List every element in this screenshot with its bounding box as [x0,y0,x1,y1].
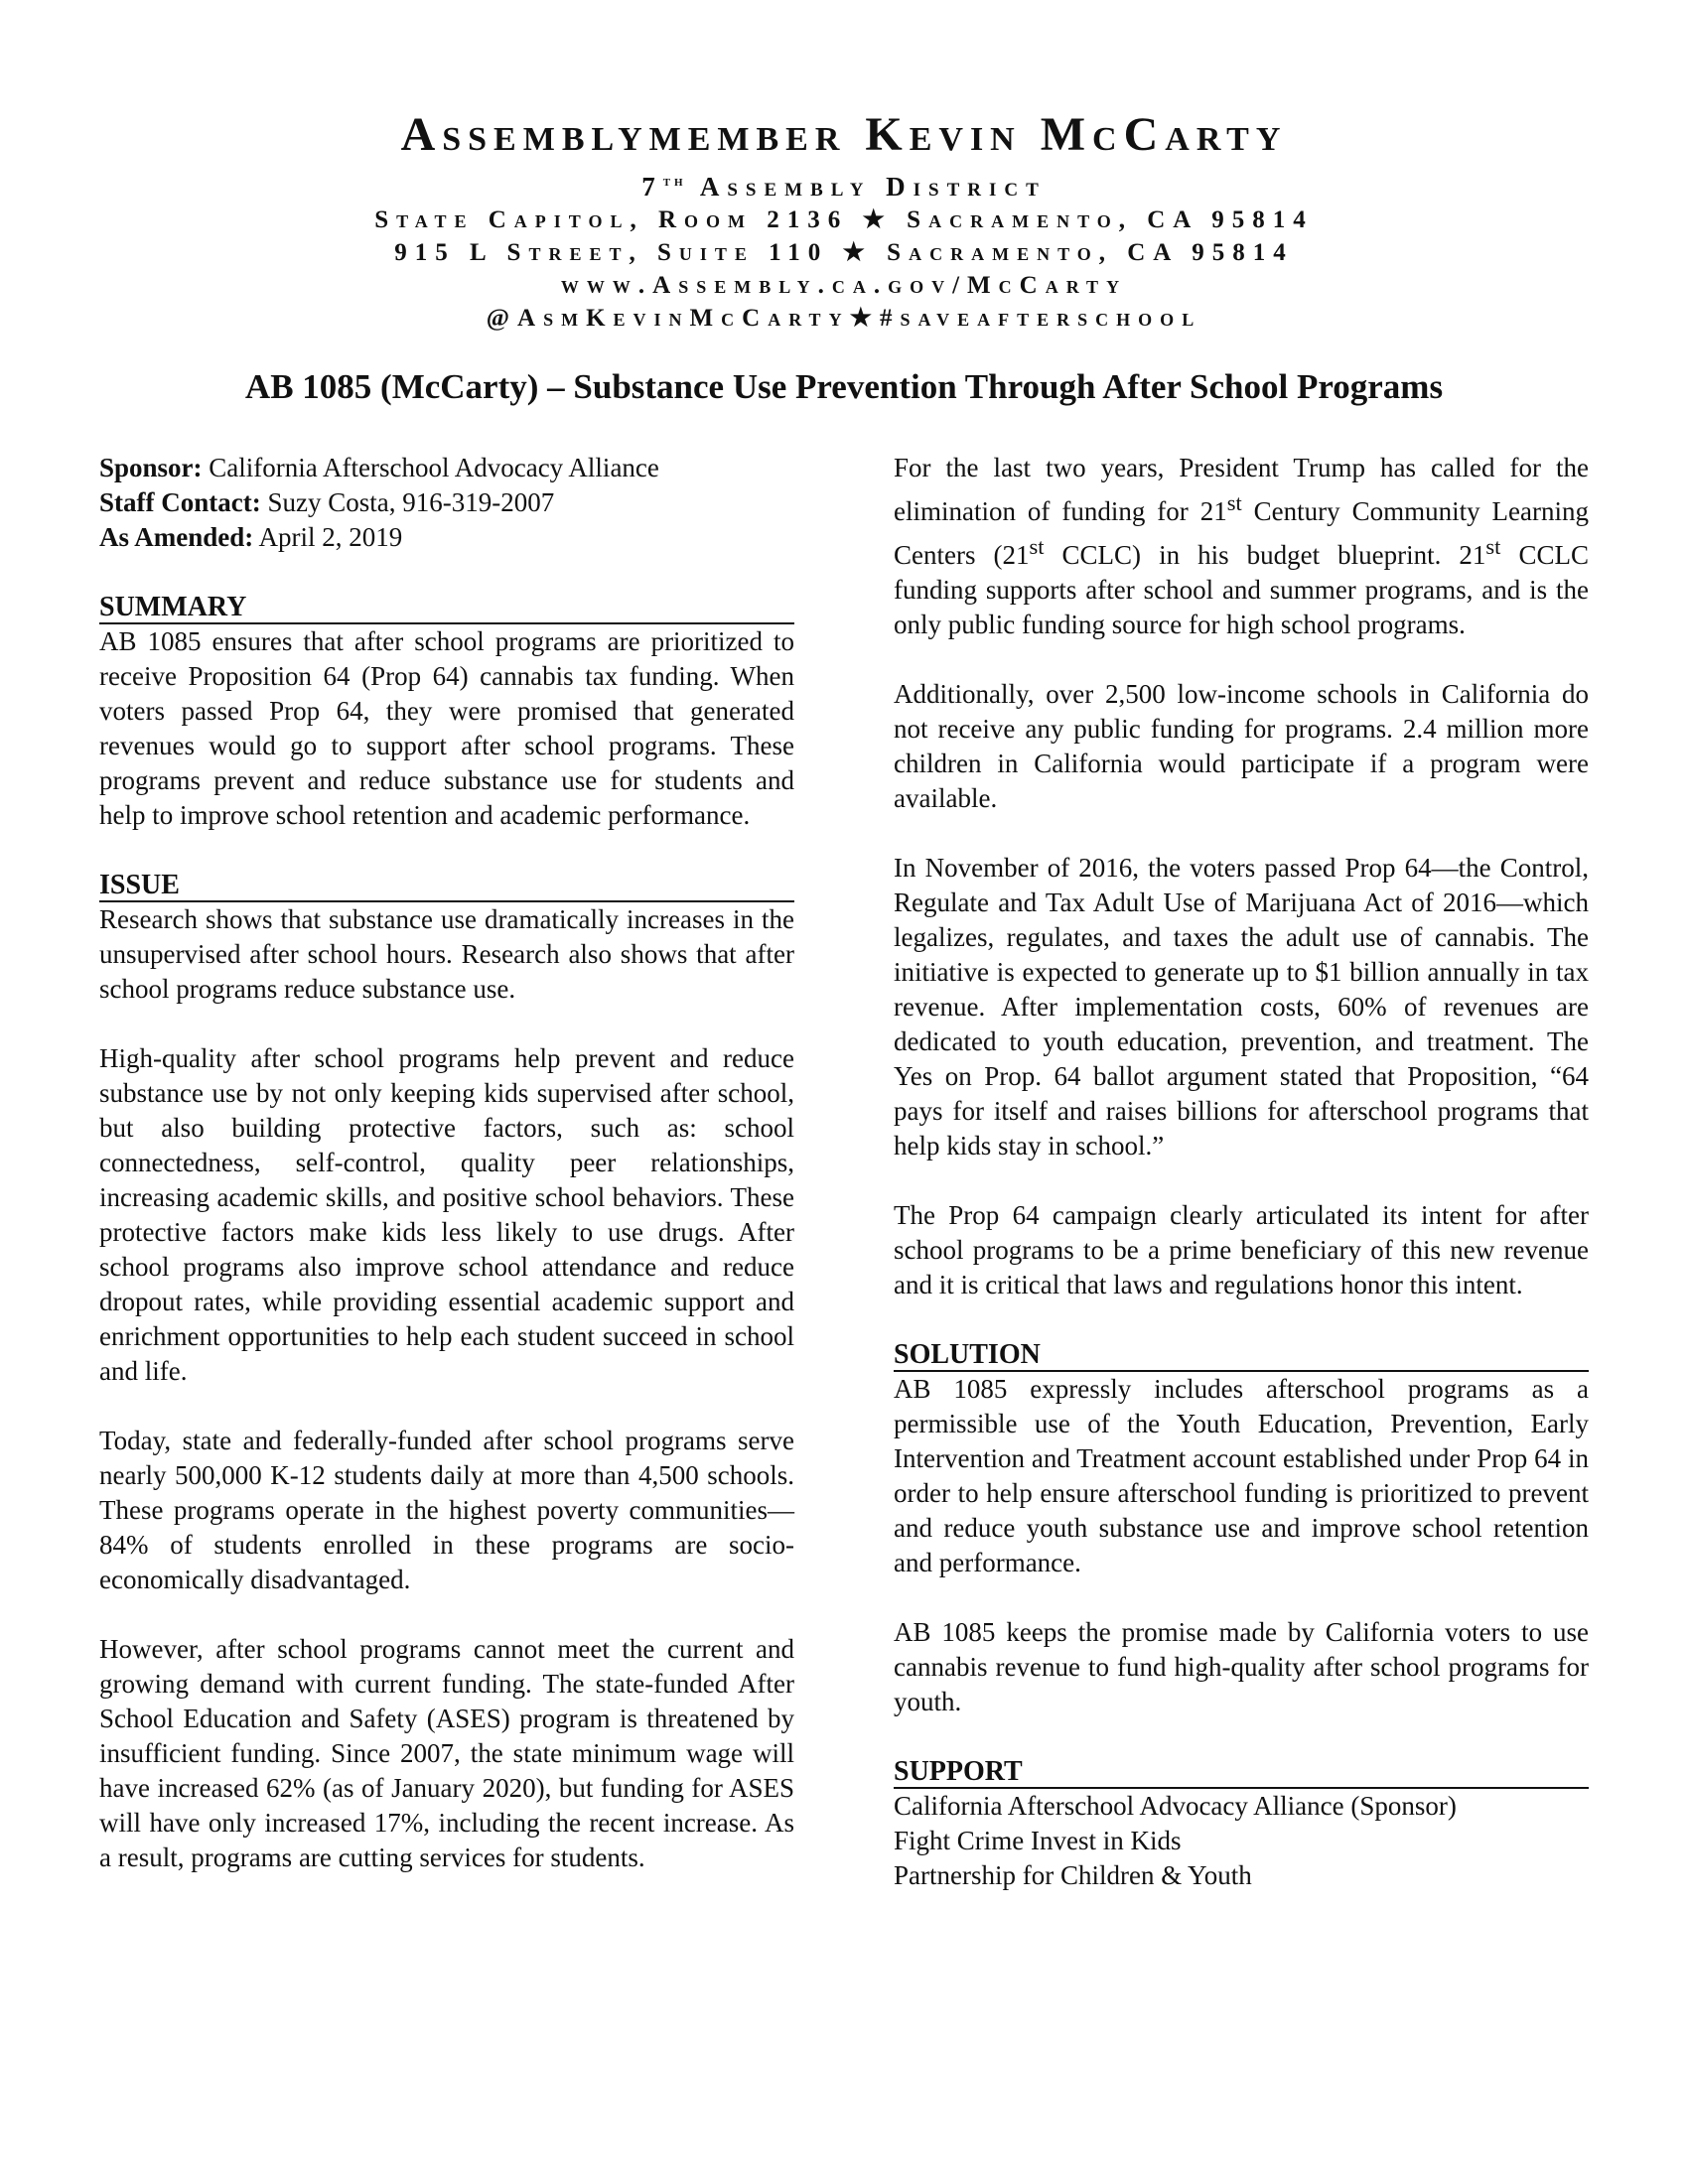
solution-paragraph-2: AB 1085 keeps the promise made by California voters to use cannabis revenue to fund high-quality after school programs for youth. [894,1617,1589,1716]
issue-paragraph-4: However, after school programs cannot meet the current and growing demand with current funding. The state-funded After School Education and Safety (ASES) program is threatened by insufficient funding. Since 2007, the state minimum wage will have increased 62% (as of January 2020), but funding for ASES will have only increased 17%, including the recent increase. As a result, programs are cutting services for students. [99,1634,794,1872]
sponsor-row: Sponsor: California Afterschool Advocacy Alliance [99,453,659,482]
letterhead-address-1: State Capitol, Room 2136 ★ Sacramento, CA 95814 [374,206,1314,233]
summary-text: AB 1085 ensures that after school programs are prioritized to receive Proposition 64 (Prop 64) cannabis tax funding. When voters passed Prop 64, they were promised that generated revenues would go to support after school programs. These programs prevent and reduce substance use for students and help to improve school retention and academic performance. [99,626,794,830]
solution-paragraph-1: AB 1085 expressly includes afterschool programs as a permissible use of the Youth Education, Prevention, Early Intervention and Treatment account established under Prop 64 in order to help ensure afterschool funding is prioritized to prevent and reduce youth substance use and improve school retention and performance. [894,1374,1589,1577]
issue-heading: ISSUE [99,868,794,902]
issue-paragraph-1: Research shows that substance use dramatically increases in the unsupervised after school hours. Research also shows that after school programs reduce substance use. [99,904,794,1004]
support-heading: SUPPORT [894,1754,1589,1789]
letterhead-name: Assemblymember Kevin McCarty [400,108,1288,161]
left-column [99,451,794,1875]
support-item: Partnership for Children & Youth [894,1860,1252,1890]
staff-contact-row: Staff Contact: Suzy Costa, 916-319-2007 [99,487,555,517]
issue-paragraph-2: High-quality after school programs help prevent and reduce substance use by not only keeping kids supervised after school, but also building protective factors, such as: school connectedness, self-control, quality peer relationships, increasing academic skills, and positive school behaviors. These protective factors make kids less likely to use drugs. After school programs also improve school attendance and reduce dropout rates, while providing essential academic support and enrichment opportunities to help each student succeed in school and life. [99,1043,794,1386]
trump-funding-paragraph: For the last two years, President Trump has called for the elimination of funding for 21st Century Community Learning Centers (21st CCLC) in his budget blueprint. 21st CCLC funding supports after school and summer programs, and is the only public funding source for high school programs. [894,453,1589,639]
issue-paragraph-3: Today, state and federally-funded after school programs serve nearly 500,000 K-12 students daily at more than 4,500 schools. These programs operate in the highest poverty communities—84% of students enrolled in these programs are socio-economically disadvantaged. [99,1426,794,1594]
amended-row: As Amended: April 2, 2019 [99,522,403,552]
letterhead-district: 7th Assembly District [641,172,1047,202]
letterhead-address-2: 915 L Street, Suite 110 ★ Sacramento, CA 95814 [394,239,1294,266]
letterhead-social: @AsmKevinMcCarty★#saveafterschool [486,305,1202,332]
summary-heading: SUMMARY [99,590,794,624]
document-title: AB 1085 (McCarty) – Substance Use Prevention Through After School Programs [244,367,1444,406]
prop64-campaign-paragraph: The Prop 64 campaign clearly articulated its intent for after school programs to be a prime beneficiary of this new revenue and it is critical that laws and regulations honor this intent. [894,1200,1589,1299]
support-list [894,1789,1589,1893]
letterhead-website: www.Assembly.ca.gov/McCarty [560,272,1128,299]
letterhead [0,104,1688,335]
prop64-paragraph: In November of 2016, the voters passed Prop 64—the Control, Regulate and Tax Adult Use of Marijuana Act of 2016—which legalizes, regulates, and taxes the adult use of cannabis. The initiative is expected to generate up to $1 billion annually in tax revenue. After implementation costs, 60% of revenues are dedicated to youth education, prevention, and treatment. The Yes on Prop. 64 ballot argument stated that Proposition, “64 pays for itself and raises billions for afterschool programs that help kids stay in school.” [894,853,1589,1160]
support-item: California Afterschool Advocacy Alliance (Sponsor) [894,1791,1457,1821]
support-item: Fight Crime Invest in Kids [894,1826,1182,1855]
low-income-schools-paragraph: Additionally, over 2,500 low-income schools in California do not receive any public funding for programs. 2.4 million more children in California would participate if a program were available. [894,679,1589,813]
right-column [894,451,1589,1893]
solution-heading: SOLUTION [894,1337,1589,1372]
